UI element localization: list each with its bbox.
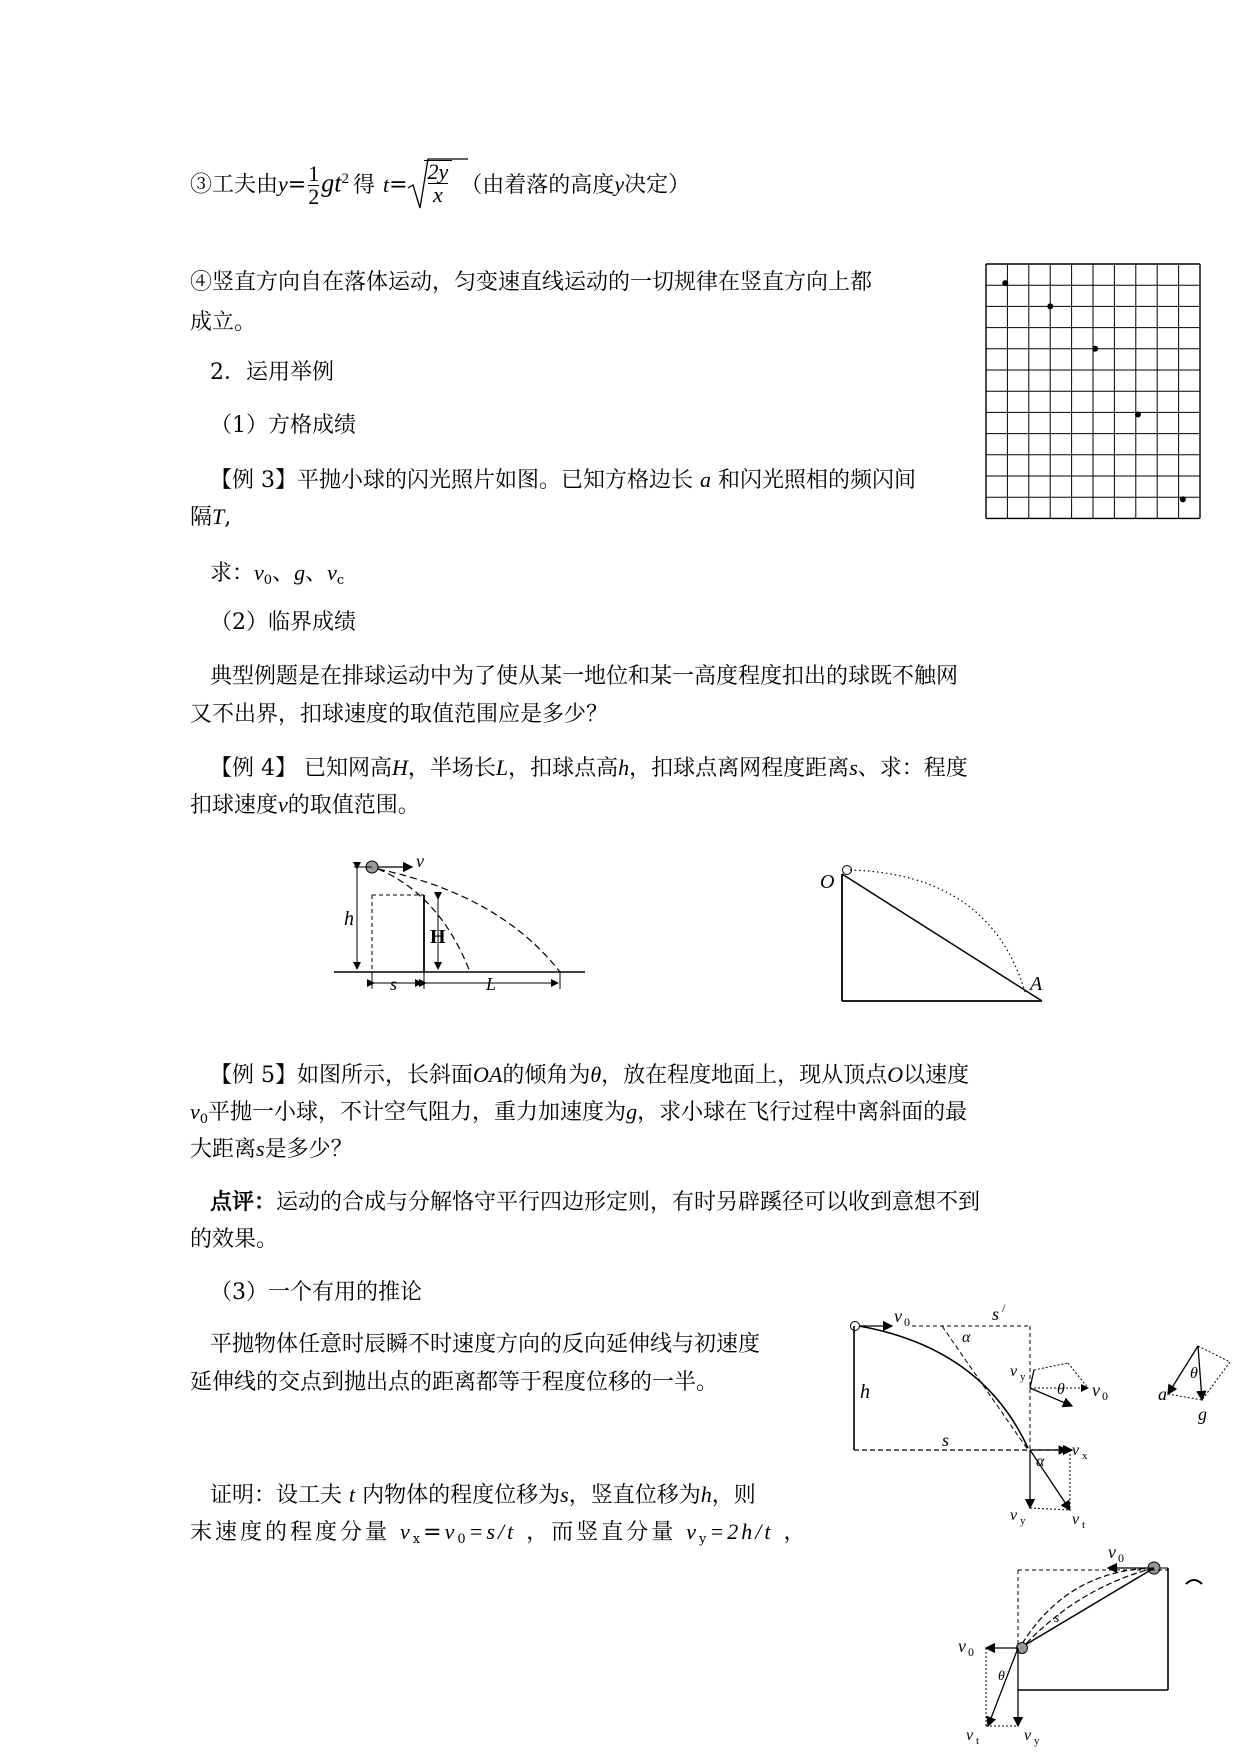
volleyball-figure [330, 851, 590, 995]
svg-text:y: y [1020, 1515, 1026, 1527]
svg-text:g: g [1198, 1404, 1207, 1424]
svg-text:θ: θ [1057, 1381, 1065, 1398]
svg-text:θ: θ [998, 1669, 1005, 1684]
example-5-line1: 【例 5】如图所示，长斜面OA的倾角为θ，放在程度地面上，现从顶点O以速度 [210, 1062, 970, 1088]
flash-dot [1002, 280, 1008, 286]
svg-text:x: x [1082, 1450, 1088, 1462]
section-2-2-heading: （2）临界成绩 [210, 610, 356, 635]
svg-text:0: 0 [1102, 1389, 1108, 1403]
flash-dot [1180, 496, 1186, 502]
svg-text:v: v [894, 1306, 902, 1326]
label-h: h [344, 908, 354, 930]
incline-line [842, 874, 1042, 1001]
vector-figure [842, 1298, 1232, 1531]
fraction-half: $\frac{1}{2}$ [308, 161, 320, 209]
label-H: H [430, 926, 446, 948]
svg-text:y: y [1034, 1735, 1040, 1747]
svg-text:0: 0 [1118, 1551, 1124, 1565]
review-line2: 的效果。 [190, 1227, 279, 1252]
flash-dot [1092, 346, 1098, 352]
grid-figure [986, 264, 1206, 524]
label-O: O [820, 871, 835, 893]
inference-line2: 延伸线的交点到抛出点的距离都等于程度位移的一半。 [190, 1370, 719, 1395]
typical-line2: 又不出界，扣球速度的取值范围应是多少？ [190, 702, 609, 727]
proof-line1: 证明：设工夫 t 内物体的程度位移为s，竖直位移为h，则 [210, 1482, 756, 1508]
label-A: A [1030, 973, 1043, 995]
review-line1: 点评：运动的合成与分解恪守平行四边形定则，有时另辟蹊径可以收到意想不到 [210, 1189, 981, 1215]
flash-dot [1135, 412, 1141, 418]
label-s: s [390, 974, 398, 994]
section-2-3-heading: （3）一个有用的推论 [210, 1280, 422, 1305]
svg-text:s: s [1054, 1611, 1060, 1626]
svg-text:0: 0 [904, 1315, 910, 1329]
incline-figure [820, 860, 1060, 1000]
svg-text:v: v [966, 1727, 974, 1744]
svg-text:α: α [962, 1329, 971, 1346]
svg-text:s: s [992, 1304, 1000, 1324]
formula-line: ③工夫由y= $\frac{1}{2}$ $gt^2$ 得 t= $\frac{2y}{x}$ （由着落的高度y决定） [190, 159, 691, 209]
trajectory-far [378, 869, 560, 972]
bottom-figure [958, 1540, 1218, 1745]
section-2-1-heading: （1）方格成绩 [210, 413, 356, 438]
typical-line1: 典型例题是在排球运动中为了使从某一地位和某一高度程度扣出的球既不触网 [210, 664, 959, 689]
svg-text:v: v [1072, 1442, 1080, 1459]
svg-text:0: 0 [968, 1645, 974, 1659]
proof-line2: 末速度的程度分量 $v_x=v_0=s/t$ ，而竖直分量 $v_y=2h/t$ ， [190, 1519, 809, 1547]
example-5-line3: 大距离s是多少？ [190, 1136, 353, 1162]
svg-text:θ: θ [1190, 1365, 1198, 1382]
svg-text:v: v [1108, 1542, 1116, 1562]
paragraph-4-line1: ④竖直方向自在落体运动，匀变速直线运动的一切规律在竖直方向上都 [190, 270, 873, 295]
example-4-line1: 【例 4】 已知网高H，半场长L，扣球点高h，扣球点离网程度距离s、求：程度 [210, 755, 968, 781]
ask-line: 求：$v_0$、g、$v_c$ [210, 560, 345, 588]
svg-text:h: h [860, 1381, 870, 1403]
example-3-line1: 【例 3】平抛小球的闪光照片如图。已知方格边长 a 和闪光照相的频闪间 [210, 467, 917, 493]
svg-text:v: v [1010, 1363, 1018, 1380]
inference-line1: 平抛物体任意时辰瞬不时速度方向的反向延伸线与初速度 [210, 1332, 761, 1357]
svg-text:v: v [1024, 1727, 1032, 1744]
svg-text:t: t [1082, 1519, 1086, 1531]
svg-text:v: v [1072, 1511, 1080, 1528]
svg-text:v: v [1092, 1380, 1100, 1400]
svg-text:v: v [1010, 1507, 1018, 1524]
sqrt-expression: $\frac{2y}{x}$ [408, 160, 453, 211]
label-L: L [486, 974, 497, 994]
label-v: v [416, 851, 424, 871]
svg-text:v: v [958, 1636, 966, 1656]
svg-text:t: t [976, 1735, 980, 1747]
svg-text:y: y [1020, 1371, 1026, 1383]
section-2-heading: 2．运用举例 [210, 360, 334, 385]
svg-text:a: a [1158, 1384, 1167, 1404]
svg-text:s: s [942, 1430, 950, 1450]
example-5-line2: $v_0$平抛一小球，不计空气阻力，重力加速度为g，求小球在飞行过程中离斜面的最 [190, 1099, 968, 1127]
svg-text:/: / [1002, 1301, 1006, 1315]
svg-text:α: α [1036, 1453, 1045, 1470]
example-3-line2: 隔T, [190, 504, 232, 530]
sqrt-icon [408, 158, 428, 210]
example-4-line2: 扣球速度v的取值范围。 [190, 792, 420, 818]
paragraph-4-line2: 成立。 [190, 310, 257, 335]
flash-dot [1047, 303, 1053, 309]
